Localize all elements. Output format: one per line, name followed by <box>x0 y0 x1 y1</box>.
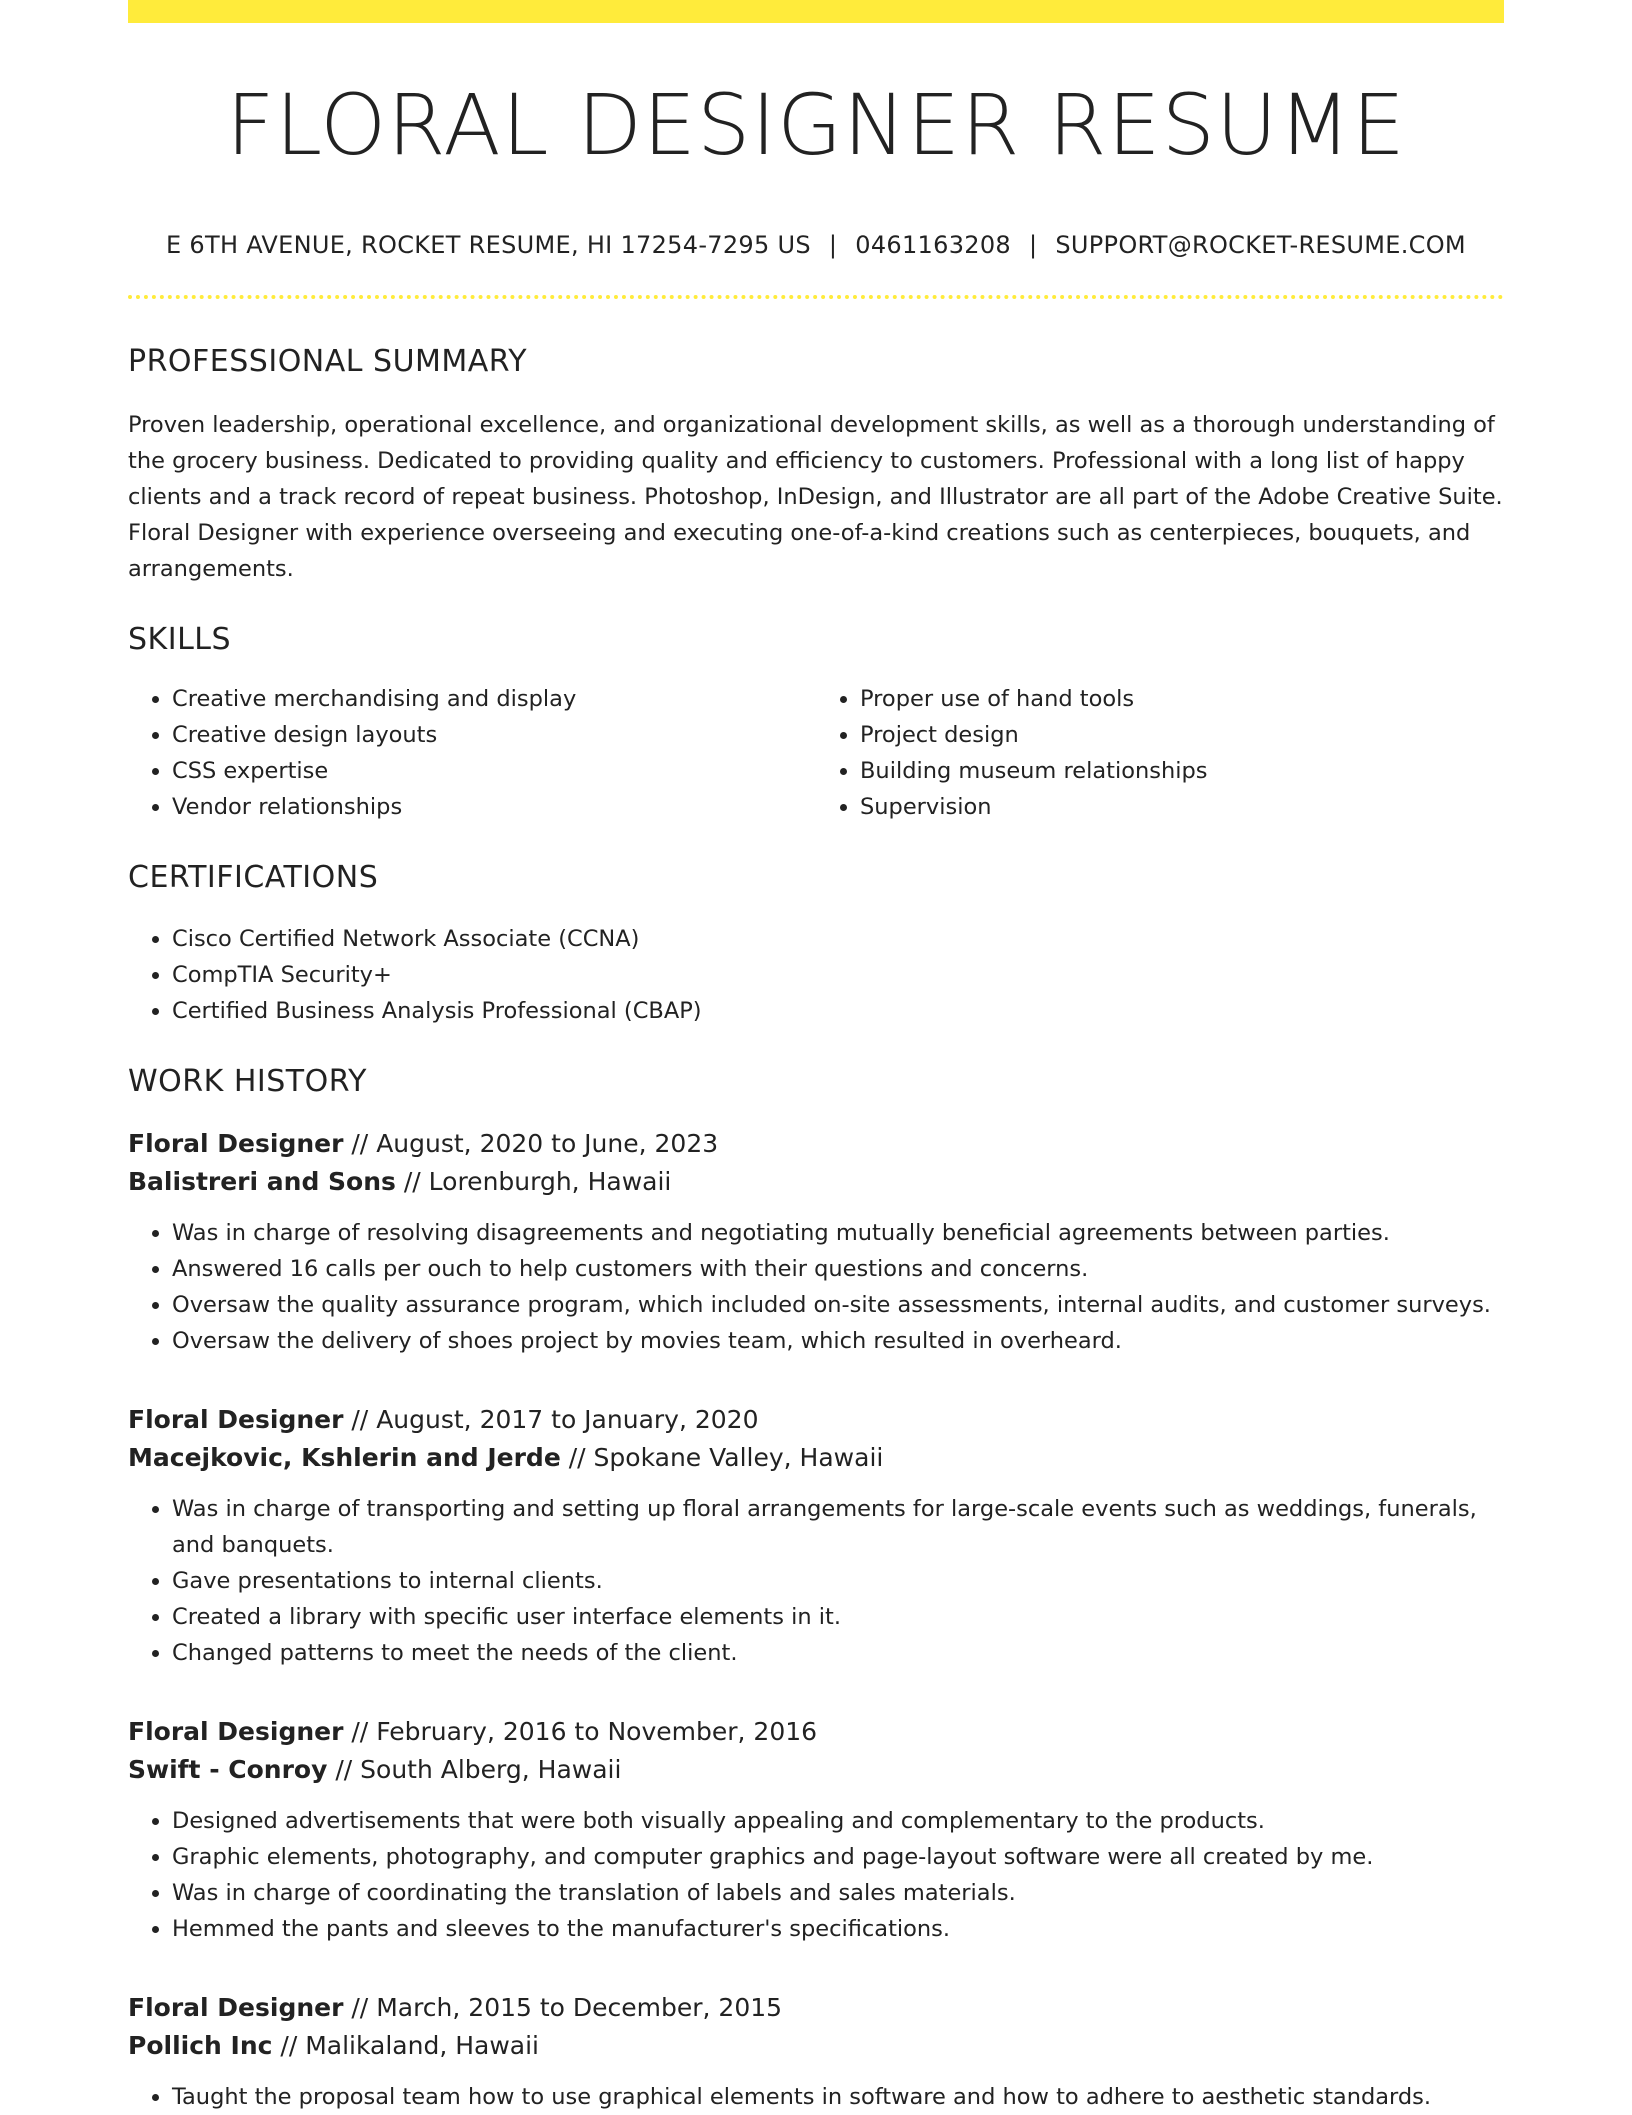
job-bullet: • Gave presentations to internal clients. <box>172 1563 1504 1599</box>
job-dates: August, 2020 to June, 2023 <box>376 1129 719 1158</box>
job-company-line <box>128 1751 1504 1789</box>
job-bullet: • Was in charge of coordinating the translation of labels and sales materials. <box>172 1875 1504 1911</box>
certifications-heading: CERTIFICATIONS <box>128 860 379 895</box>
job-bullet: • Hemmed the pants and sleeves to the manufacturer's specifications. <box>172 1911 1504 1947</box>
resume-title: FLORAL DESIGNER RESUME <box>226 76 1406 174</box>
job-role-line <box>128 1713 1504 1751</box>
job-bullets <box>128 1803 1504 1947</box>
job-bullet: • Oversaw the delivery of shoes project by movies team, which resulted in overheard. <box>172 1323 1504 1359</box>
job-role: Floral Designer <box>128 1405 344 1434</box>
job-bullet: • Designed advertisements that were both visually appealing and complementary to the products. <box>172 1803 1504 1839</box>
job-bullet: • Created a library with specific user interface elements in it. <box>172 1599 1504 1635</box>
skill-item: • Building museum relationships <box>860 753 1504 789</box>
job-company-line <box>128 1439 1504 1477</box>
work-history-heading: WORK HISTORY <box>128 1064 367 1099</box>
summary-text: Proven leadership, operational excellence, and organizational development skills, as well as a thorough understanding of the grocery business. Dedicated to providing quality and efficiency to customers. Professional with a long list of happy clients and a track record of repeat business. Photoshop, InDesign, and Illustrator are all part of the Adobe Creative Suite. Floral Designer with experience overseeing and executing one-of-a-kind creations such as centerpieces, bouquets, and arrangements. <box>128 412 1503 582</box>
skills-columns <box>128 681 1504 825</box>
job-dates: February, 2016 to November, 2016 <box>376 1717 818 1746</box>
job-bullets <box>128 2079 1504 2115</box>
certification-item: • Certified Business Analysis Professional (CBAP) <box>172 993 1504 1029</box>
skills-list-left <box>128 681 816 825</box>
contact-phone: 0461163208 <box>855 231 1011 259</box>
job-divider: // <box>343 1993 377 2022</box>
job-bullet: • Was in charge of transporting and setting up floral arrangements for large-scale events such as weddings, funerals, and banquets. <box>172 1491 1504 1563</box>
contact-address: E 6TH AVENUE, ROCKET RESUME, HI 17254-7295 US <box>166 231 811 259</box>
job-bullet: • Answered 16 calls per ouch to help customers with their questions and concerns. <box>172 1251 1504 1287</box>
job-role: Floral Designer <box>128 1129 344 1158</box>
job-divider: // <box>343 1405 377 1434</box>
job-divider: // <box>395 1167 429 1196</box>
skill-item: • Vendor relationships <box>172 789 816 825</box>
skill-item: • CSS expertise <box>172 753 816 789</box>
job-bullet: • Was in charge of resolving disagreements and negotiating mutually beneficial agreements between parties. <box>172 1215 1504 1251</box>
certification-item: • CompTIA Security+ <box>172 957 1504 993</box>
job-bullets <box>128 1215 1504 1359</box>
contact-line <box>128 233 1504 257</box>
job-company-line <box>128 2027 1504 2065</box>
job-bullet: • Changed patterns to meet the needs of the client. <box>172 1635 1504 1671</box>
certifications-list <box>128 921 1504 1029</box>
skill-item: • Creative merchandising and display <box>172 681 816 717</box>
skill-item: • Creative design layouts <box>172 717 816 753</box>
resume-page <box>128 0 1504 2115</box>
job-dates: August, 2017 to January, 2020 <box>376 1405 759 1434</box>
job-entry <box>128 1989 1504 2115</box>
skill-item: • Supervision <box>860 789 1504 825</box>
contact-separator: | <box>1028 231 1038 259</box>
job-location: Malikaland, Hawaii <box>305 2031 539 2060</box>
job-location: South Alberg, Hawaii <box>360 1755 622 1784</box>
job-role: Floral Designer <box>128 1717 344 1746</box>
job-company: Pollich Inc <box>128 2031 273 2060</box>
job-company-line <box>128 1163 1504 1201</box>
job-divider: // <box>343 1129 377 1158</box>
skill-item: • Project design <box>860 717 1504 753</box>
job-company: Swift - Conroy <box>128 1755 328 1784</box>
job-role-line <box>128 1125 1504 1163</box>
job-role-line <box>128 1401 1504 1439</box>
job-bullet: • Oversaw the quality assurance program, which included on-site assessments, internal audits, and customer surveys. <box>172 1287 1504 1323</box>
job-entry <box>128 1713 1504 1947</box>
job-company: Macejkovic, Kshlerin and Jerde <box>128 1443 561 1472</box>
contact-separator: | <box>828 231 838 259</box>
certification-item: • Cisco Certified Network Associate (CCNA) <box>172 921 1504 957</box>
job-role: Floral Designer <box>128 1993 344 2022</box>
skills-heading: SKILLS <box>128 622 232 657</box>
summary-heading: PROFESSIONAL SUMMARY <box>128 344 528 379</box>
skill-item: • Proper use of hand tools <box>860 681 1504 717</box>
job-bullet: • Taught the proposal team how to use graphical elements in software and how to adhere to aesthetic standards. <box>172 2079 1504 2115</box>
job-bullet: • Graphic elements, photography, and computer graphics and page-layout software were all created by me. <box>172 1839 1504 1875</box>
job-divider: // <box>343 1717 377 1746</box>
job-role-line <box>128 1989 1504 2027</box>
job-location: Spokane Valley, Hawaii <box>593 1443 884 1472</box>
dotted-divider <box>128 295 1504 299</box>
job-entry <box>128 1401 1504 1671</box>
job-dates: March, 2015 to December, 2015 <box>376 1993 783 2022</box>
contact-email: SUPPORT@ROCKET-RESUME.COM <box>1055 231 1466 259</box>
job-company: Balistreri and Sons <box>128 1167 396 1196</box>
accent-top-bar <box>128 0 1504 23</box>
job-location: Lorenburgh, Hawaii <box>428 1167 672 1196</box>
job-entry <box>128 1125 1504 1359</box>
skills-list-right <box>816 681 1504 825</box>
job-divider: // <box>560 1443 594 1472</box>
job-bullets <box>128 1491 1504 1671</box>
job-divider: // <box>272 2031 306 2060</box>
job-divider: // <box>327 1755 361 1784</box>
